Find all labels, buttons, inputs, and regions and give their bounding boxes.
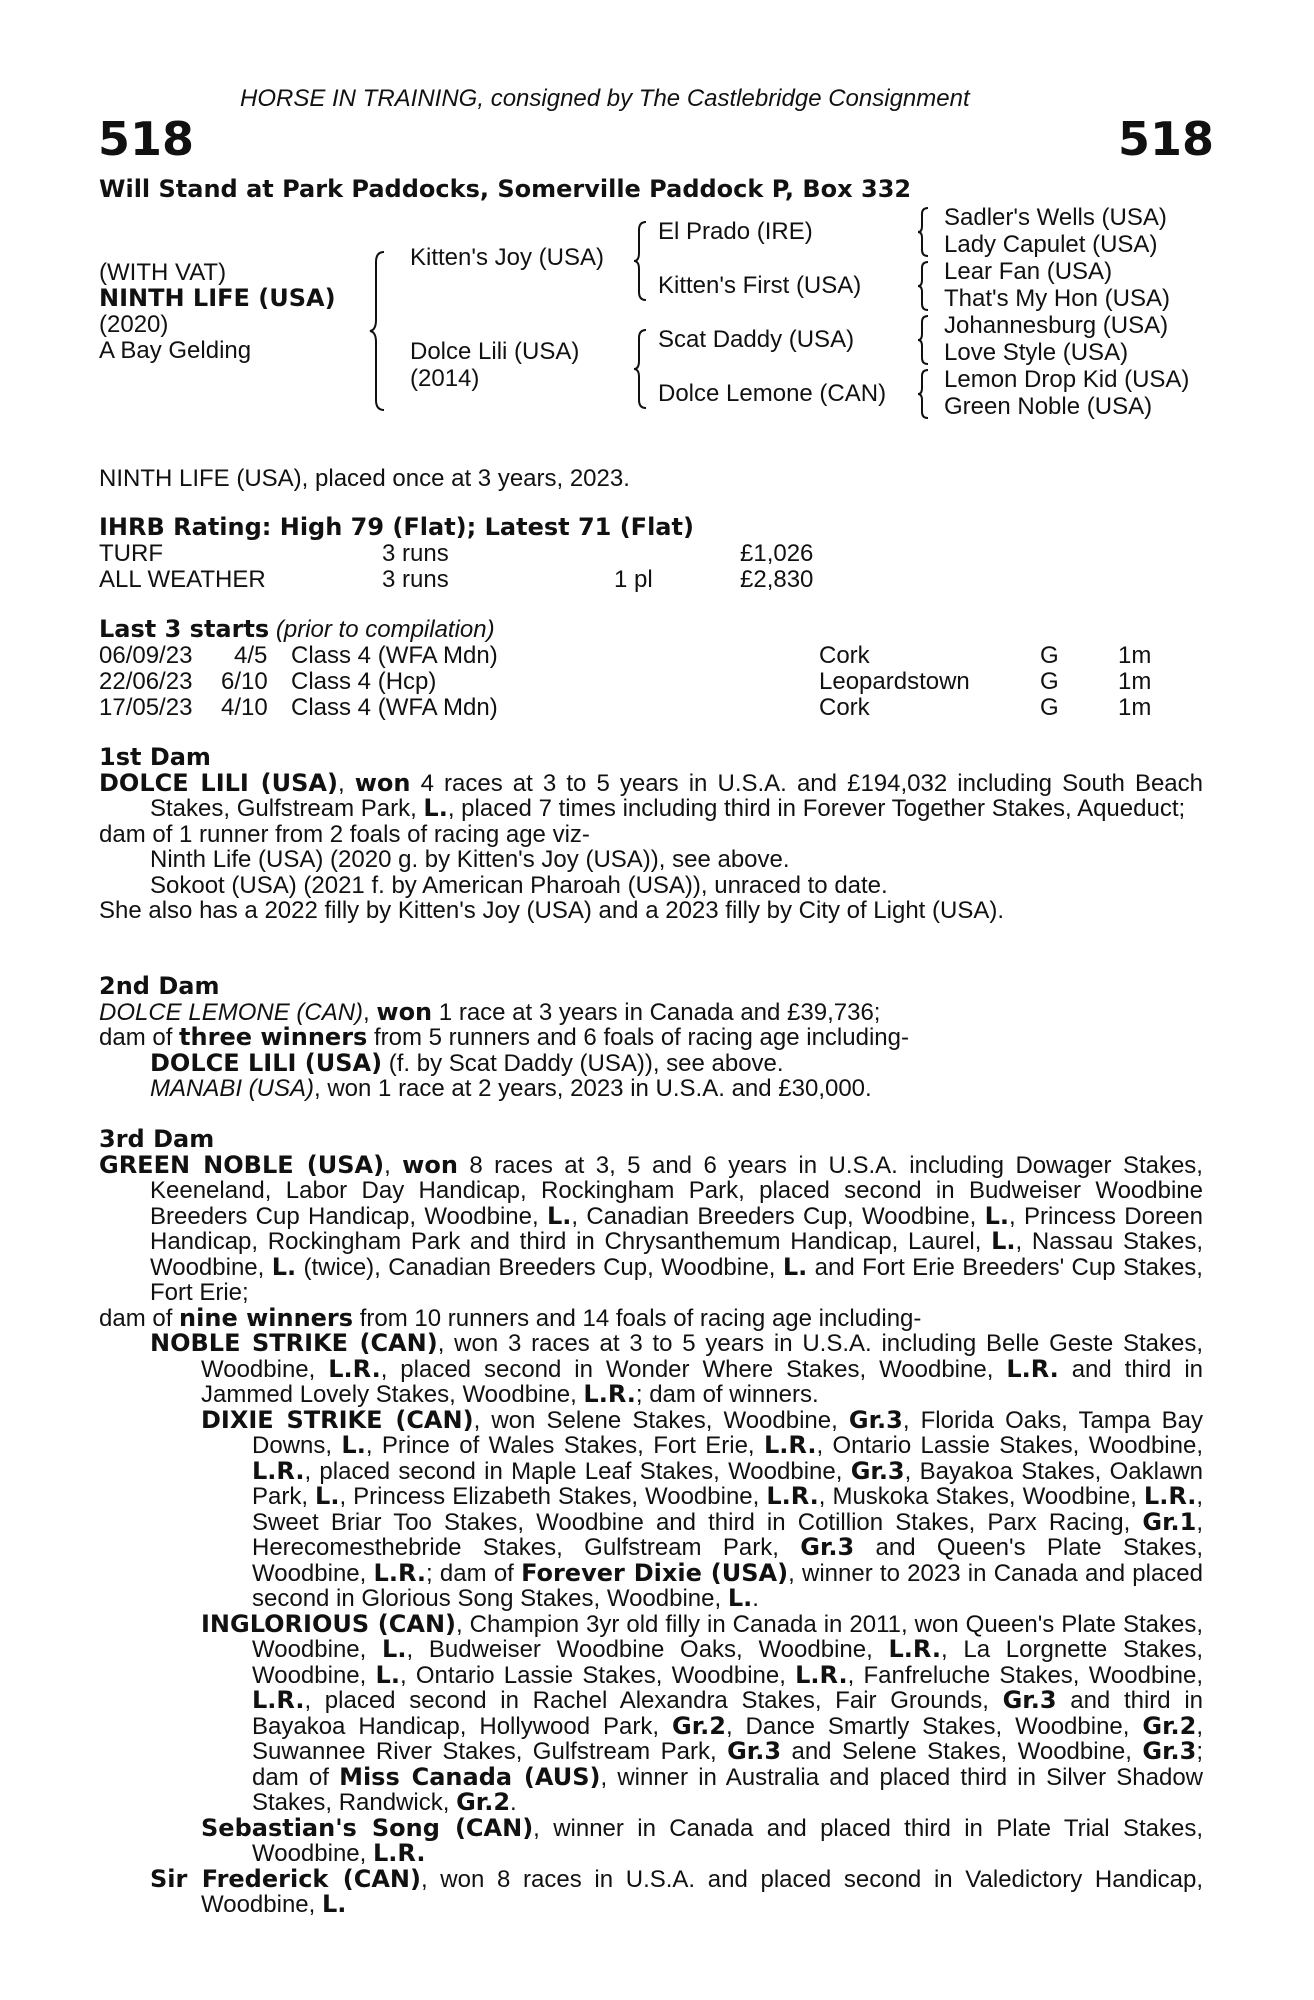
record-text: , Princess Doreen Handicap, Rockingham Park and third in Chrysanthemum Handicap, Laurel, bbox=[150, 1202, 1203, 1255]
second-dam-record: DOLCE LEMONE (CAN), won 1 race at 3 years in Canada and £39,736; bbox=[99, 997, 881, 1026]
intro-text: dam of bbox=[99, 1024, 180, 1051]
third-dam-intro bbox=[99, 1303, 1203, 1332]
third-dam-section bbox=[99, 1127, 1203, 1918]
start-date: 22/06/23 bbox=[99, 668, 193, 695]
start-pos: 4/10 bbox=[221, 694, 268, 721]
listed-mark: L. bbox=[782, 1252, 808, 1281]
produce-text: ; dam of bbox=[426, 1559, 522, 1587]
listed-mark: L. bbox=[315, 1482, 340, 1510]
third-dam-record: GREEN NOBLE (USA), won 8 races at 3, 5 and 6 years in U.S.A. including Dowager Stakes, Keeneland, Labor Day Handicap, Rockingham Park, placed second in Budweiser Woodbine Breeders Cup Handicap, Woodbine, L., Canadian Breeders Cup, Woodbine, L., Princess Doreen Handicap, Rockingham Park and third in Chrysanthemum Handicap, Laurel, L., Nassau Stakes, Woodbine, L. (twice), Canadian Breeders Cup, Woodbine, L. and Fort Erie Breeders' Cup Stakes, Fort Erie; bbox=[99, 1150, 1204, 1306]
winners-count: nine winners bbox=[179, 1303, 354, 1332]
second-dam-section bbox=[99, 974, 1203, 1102]
produce-text: , Bayakoa Stakes, Oaklawn Park, bbox=[252, 1457, 1204, 1510]
produce-text: (f. by Scat Daddy (USA)), see above. bbox=[382, 1049, 784, 1077]
first-dam-record: DOLCE LILI (USA), won 4 races at 3 to 5 years in U.S.A. and £194,032 including South Beach Stakes, Gulfstream Park, L., placed 7 times including third in Forever Together Stakes, Aqueduct; bbox=[99, 768, 1203, 822]
produce-text: , winner to 2023 in Canada and placed second in Glorious Song Stakes, Woodbine, bbox=[252, 1559, 1204, 1612]
second-dam-heading: 2nd Dam bbox=[99, 972, 220, 1000]
produce-text: , winner in Australia and placed third in Silver Shadow Stakes, Randwick, bbox=[252, 1763, 1204, 1816]
group-mark: Gr.3 bbox=[1002, 1686, 1057, 1714]
listed-mark: L.R. bbox=[766, 1482, 819, 1510]
first-dam-heading: 1st Dam bbox=[99, 743, 211, 771]
start-going: G bbox=[1040, 668, 1059, 695]
produce-item: Ninth Life (USA) (2020 g. by Kitten's Joy (USA)), see above. bbox=[150, 846, 790, 873]
start-date: 17/05/23 bbox=[99, 694, 193, 721]
group-mark: Gr.3 bbox=[1142, 1737, 1197, 1765]
produce-text: , Princess Elizabeth Stakes, Woodbine, bbox=[339, 1483, 767, 1510]
start-dist: 1m bbox=[1118, 642, 1152, 669]
intro-text: from 10 runners and 14 foals of racing age including- bbox=[353, 1304, 922, 1332]
listed-mark: L.R. bbox=[252, 1686, 305, 1714]
first-dam-name: DOLCE LILI (USA) bbox=[99, 768, 338, 797]
produce-text: , won 1 race at 2 years, 2023 in U.S.A. and £30,000. bbox=[314, 1075, 872, 1102]
listed-mark: L.R. bbox=[795, 1660, 848, 1689]
produce-text: . bbox=[510, 1789, 517, 1816]
dam-dam: Dolce Lemone (CAN) bbox=[658, 380, 887, 407]
produce-text: , Florida Oaks, Tampa Bay Downs, bbox=[252, 1406, 1203, 1459]
rating-surface: ALL WEATHER bbox=[99, 566, 266, 593]
produce-name: Forever Dixie (USA) bbox=[521, 1558, 789, 1587]
produce-text: , Champion 3yr old filly in Canada in 2011, won Queen's Plate Stakes, Woodbine, bbox=[252, 1610, 1203, 1663]
produce-text: , Fanfreluche Stakes, Woodbine, bbox=[847, 1661, 1203, 1689]
listed-mark: L.R. bbox=[763, 1431, 817, 1459]
start-pos: 4/5 bbox=[234, 642, 268, 669]
listed-mark: L. bbox=[727, 1584, 753, 1612]
group-mark: Gr.2 bbox=[1142, 1711, 1197, 1740]
ddd: Green Noble (USA) bbox=[944, 393, 1153, 420]
listed-mark: L. bbox=[375, 1660, 400, 1689]
produce-name: NOBLE STRIKE (CAN) bbox=[150, 1329, 438, 1357]
consignment-line: HORSE IN TRAINING, consigned by The Castlebridge Consignment bbox=[240, 85, 970, 112]
gen3-brace-4 bbox=[916, 368, 932, 420]
ssd: Lady Capulet (USA) bbox=[944, 231, 1158, 258]
starts-title: Last 3 starts bbox=[99, 615, 270, 643]
rating-earnings: £2,830 bbox=[740, 566, 814, 593]
listed-mark: L.R. bbox=[372, 1839, 426, 1867]
sire-brace bbox=[632, 220, 650, 302]
gen3-brace-2 bbox=[916, 260, 932, 312]
lot-number-left: 518 bbox=[98, 112, 195, 166]
sire: Kitten's Joy (USA) bbox=[410, 244, 604, 271]
start-dist: 1m bbox=[1118, 668, 1152, 695]
produce-text: , won 8 races in U.S.A. and placed second in Valedictory Handicap, Woodbine, bbox=[201, 1865, 1203, 1918]
produce-text: , Prince of Wales Stakes, Fort Erie, bbox=[365, 1432, 764, 1459]
produce-text: and Queen's Plate Stakes, Woodbine, bbox=[252, 1534, 1203, 1587]
listed-mark: L. bbox=[546, 1201, 572, 1230]
produce-text: , Sweet Briar Too Stakes, Woodbine and third in Cotillion Stakes, Parx Racing, bbox=[252, 1483, 1204, 1536]
listed-mark: L. bbox=[382, 1635, 407, 1663]
rating-runs: 3 runs bbox=[382, 540, 449, 567]
group-mark: Gr.3 bbox=[850, 1456, 905, 1485]
third-dam-heading: 3rd Dam bbox=[99, 1125, 215, 1153]
sire-dam: Kitten's First (USA) bbox=[658, 272, 862, 299]
dam: Dolce Lili (USA) bbox=[410, 338, 580, 365]
record-text: , Canadian Breeders Cup, Woodbine, bbox=[571, 1202, 985, 1230]
rating-title: IHRB Rating: High 79 (Flat); Latest 71 (Flat) bbox=[99, 513, 694, 541]
group-mark: Gr.2 bbox=[456, 1788, 511, 1816]
group-mark: Gr.2 bbox=[672, 1711, 726, 1740]
produce-text: and third in Bayakoa Handicap, Hollywood Park, bbox=[252, 1687, 1204, 1740]
produce-item: Sokoot (USA) (2021 f. by American Pharoah (USA)), unraced to date. bbox=[150, 871, 888, 899]
produce-text: . bbox=[752, 1585, 759, 1612]
listed-mark: L. bbox=[271, 1252, 297, 1281]
listed-mark: L. bbox=[321, 1890, 347, 1918]
produce-name: Sebastian's Song (CAN) bbox=[201, 1813, 534, 1842]
start-course: Leopardstown bbox=[819, 668, 970, 695]
produce-text: , placed second in Wonder Where Stakes, Woodbine, bbox=[380, 1355, 1007, 1383]
produce-item bbox=[99, 1076, 1203, 1102]
intro-text: dam of bbox=[99, 1304, 180, 1332]
produce-text: , placed second in Maple Leaf Stakes, Woodbine, bbox=[304, 1457, 851, 1485]
record-text: 1 race at 3 years in Canada and £39,736; bbox=[432, 998, 881, 1026]
produce-text: ; dam of winners. bbox=[635, 1381, 819, 1408]
listed-mark: L.R. bbox=[888, 1635, 941, 1663]
listed-mark: L.R. bbox=[373, 1558, 426, 1587]
listed-mark: L.R. bbox=[583, 1380, 636, 1408]
race-summary: NINTH LIFE (USA), placed once at 3 years, 2023. bbox=[99, 465, 630, 492]
start-course: Cork bbox=[819, 694, 870, 721]
produce-text: and third in Jammed Lovely Stakes, Woodbine, bbox=[201, 1355, 1203, 1408]
dss: Johannesburg (USA) bbox=[944, 312, 1169, 339]
produce-name: DOLCE LILI (USA) bbox=[150, 1048, 383, 1077]
produce-text: , Ontario Lassie Stakes, Woodbine, bbox=[399, 1661, 796, 1689]
produce-text: , Dance Smartly Stakes, Woodbine, bbox=[725, 1712, 1143, 1740]
produce-inglorious bbox=[99, 1609, 1204, 1816]
record-text: (twice), Canadian Breeders Cup, Woodbine, bbox=[296, 1253, 783, 1281]
group-mark: Gr.1 bbox=[1142, 1507, 1197, 1536]
dam-sire: Scat Daddy (USA) bbox=[658, 326, 855, 353]
record-text: 4 races at 3 to 5 years in U.S.A. and £194,032 including South Beach Stakes, Gulfstream Park, bbox=[150, 769, 1203, 822]
won-label: won bbox=[354, 768, 411, 797]
produce-name: Sir Frederick (CAN) bbox=[150, 1864, 421, 1893]
starts-title-line bbox=[99, 617, 495, 643]
horse-description: A Bay Gelding bbox=[99, 337, 252, 364]
foaling-year: (2020) bbox=[99, 311, 169, 338]
produce-text: , Herecomesthebride Stakes, Gulfstream Park, bbox=[252, 1508, 1203, 1561]
produce-sebastians-song bbox=[99, 1813, 1204, 1867]
won-label: won bbox=[376, 997, 433, 1026]
produce-noble-strike bbox=[99, 1331, 1203, 1408]
group-mark: Gr.3 bbox=[848, 1405, 903, 1434]
listed-mark: L. bbox=[341, 1431, 366, 1459]
produce-text: , won Selene Stakes, Woodbine, bbox=[473, 1406, 849, 1434]
listed-mark: L.R. bbox=[252, 1456, 305, 1485]
won-label: won bbox=[402, 1150, 458, 1179]
rating-runs: 3 runs bbox=[382, 566, 449, 593]
second-dam-name: DOLCE LEMONE (CAN) bbox=[99, 998, 364, 1026]
listed-mark: L. bbox=[984, 1201, 1010, 1230]
first-dam-also: She also has a 2022 filly by Kitten's Joy (USA) and a 2023 filly by City of Light (USA). bbox=[99, 897, 1005, 924]
produce-sir-frederick bbox=[99, 1864, 1203, 1918]
start-going: G bbox=[1040, 642, 1059, 669]
produce-text: ; dam of bbox=[252, 1738, 1203, 1791]
rating-surface: TURF bbox=[99, 540, 163, 567]
start-race: Class 4 (Hcp) bbox=[291, 668, 437, 695]
third-dam-name: GREEN NOBLE (USA) bbox=[99, 1150, 385, 1179]
produce-name: Miss Canada (AUS) bbox=[339, 1762, 601, 1791]
first-dam-section bbox=[99, 745, 1203, 924]
start-course: Cork bbox=[819, 642, 870, 669]
produce-text: and Selene Stakes, Woodbine, bbox=[781, 1738, 1143, 1765]
produce-name: INGLORIOUS (CAN) bbox=[201, 1609, 457, 1638]
produce-name: DIXIE STRIKE (CAN) bbox=[201, 1405, 474, 1434]
first-dam-produce-intro: dam of 1 runner from 2 foals of racing age viz- bbox=[99, 820, 590, 848]
produce-text: , Ontario Lassie Stakes, Woodbine, bbox=[816, 1432, 1204, 1459]
produce-text: , placed second in Rachel Alexandra Stakes, Fair Grounds, bbox=[304, 1687, 1003, 1714]
listed-mark: L.R. bbox=[1006, 1354, 1059, 1383]
record-text: 8 races at 3, 5 and 6 years in U.S.A. including Dowager Stakes, Keeneland, Labor Day Handicap, Rockingham Park, placed second in Budweiser Woodbine Breeders Cup Handicap, Woodbine, bbox=[150, 1151, 1203, 1230]
listed-mark: L. bbox=[991, 1227, 1016, 1255]
rating-earnings: £1,026 bbox=[740, 540, 814, 567]
gen3-brace-1 bbox=[916, 206, 932, 258]
sss: Sadler's Wells (USA) bbox=[944, 204, 1167, 231]
produce-text: , Budweiser Woodbine Oaks, Woodbine, bbox=[406, 1636, 889, 1663]
start-race: Class 4 (WFA Mdn) bbox=[291, 642, 498, 669]
start-date: 06/09/23 bbox=[99, 642, 193, 669]
second-dam-intro bbox=[99, 1025, 1203, 1051]
starts-note: (prior to compilation) bbox=[275, 616, 495, 643]
sds: Lear Fan (USA) bbox=[944, 258, 1113, 285]
winners-count: three winners bbox=[179, 1023, 368, 1051]
start-dist: 1m bbox=[1118, 694, 1152, 721]
produce-dixie-strike bbox=[99, 1405, 1204, 1612]
start-race: Class 4 (WFA Mdn) bbox=[291, 694, 498, 721]
start-going: G bbox=[1040, 694, 1059, 721]
group-mark: Gr.3 bbox=[727, 1737, 782, 1765]
listed-mark: L. bbox=[423, 794, 448, 822]
start-pos: 6/10 bbox=[221, 668, 268, 695]
rating-placed: 1 pl bbox=[614, 566, 653, 593]
horse-name: NINTH LIFE (USA) bbox=[99, 284, 336, 312]
produce-text: , won 3 races at 3 to 5 years in U.S.A. including Belle Geste Stakes, Woodbine, bbox=[201, 1330, 1203, 1383]
sire-sire: El Prado (IRE) bbox=[658, 218, 813, 245]
stand-location: Will Stand at Park Paddocks, Somerville Paddock P, Box 332 bbox=[99, 175, 912, 203]
dsd: Love Style (USA) bbox=[944, 339, 1129, 366]
sire-dam-brace bbox=[368, 250, 388, 412]
produce-text: , Muskoka Stakes, Woodbine, bbox=[818, 1483, 1144, 1510]
record-text: , placed 7 times including third in Forever Together Stakes, Aqueduct; bbox=[447, 795, 1186, 822]
sdd: That's My Hon (USA) bbox=[944, 285, 1170, 312]
produce-text: , winner in Canada and placed third in Plate Trial Stakes, Woodbine, bbox=[252, 1814, 1204, 1867]
produce-text: , La Lorgnette Stakes, Woodbine, bbox=[252, 1636, 1203, 1689]
vat-note: (WITH VAT) bbox=[99, 259, 227, 286]
listed-mark: L.R. bbox=[328, 1354, 381, 1383]
produce-name: MANABI (USA) bbox=[150, 1075, 315, 1102]
dam-year: (2014) bbox=[410, 365, 480, 392]
group-mark: Gr.3 bbox=[800, 1533, 855, 1561]
listed-mark: L.R. bbox=[1143, 1482, 1197, 1510]
record-text: and Fort Erie Breeders' Cup Stakes, Fort Erie; bbox=[150, 1253, 1203, 1306]
dam-brace bbox=[632, 328, 650, 410]
produce-text: , Suwannee River Stakes, Gulfstream Park, bbox=[252, 1712, 1204, 1765]
dds: Lemon Drop Kid (USA) bbox=[944, 366, 1190, 393]
produce-item bbox=[99, 1048, 1203, 1077]
record-text: , Nassau Stakes, Woodbine, bbox=[150, 1228, 1204, 1281]
gen3-brace-3 bbox=[916, 314, 932, 366]
lot-number-right: 518 bbox=[1118, 112, 1215, 166]
intro-text: from 5 runners and 6 foals of racing age including- bbox=[367, 1024, 909, 1051]
